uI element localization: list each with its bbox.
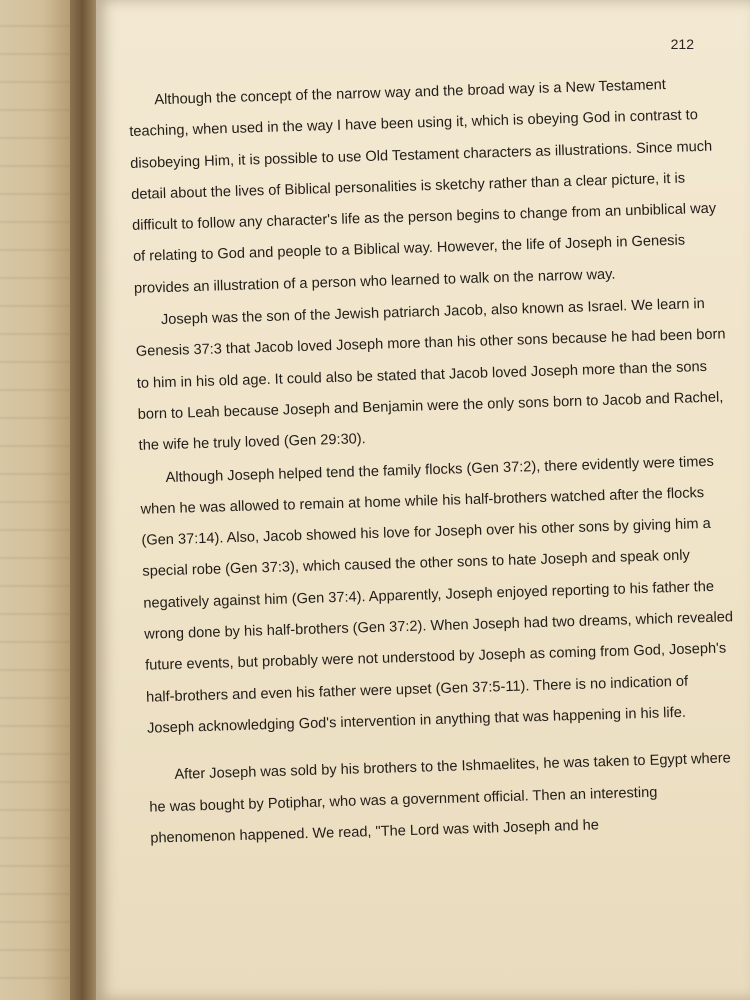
facing-page <box>0 0 70 1000</box>
paragraph-1: Although the concept of the narrow way and the broad way is a New Testament teaching, when used in the way I have been using it, which is obeying God in contrast to disobeying Him, it is possible to use Old Testament characters as illustrations. Since much detail about the lives of Biblical personalities is sketchy rather than a clear picture, it is difficult to follow any character's life as the person begins to change from an unbiblical way of relating to God and people to a Biblical way. However, the life of Joseph in Genesis provides an illustration of a person who learned to walk on the narrow way. <box>129 77 717 297</box>
page-number: 212 <box>670 36 694 52</box>
paragraph-4: After Joseph was sold by his brothers to the Ishmaelites, he was taken to Egypt where he was bought by Potiphar, who was a government official. Then an interesting phenomenon happened. We read, "The Lord was with Joseph and he <box>149 750 731 847</box>
paragraph-3: Although Joseph helped tend the family flocks (Gen 37:2), there evidently were times when he was allowed to remain at home while his half-brothers watched after the flocks (Gen 37:14). Also, Jacob showed his love for Joseph over his other sons by giving him a special robe (Gen 37:3), which caused the other sons to hate Joseph and speak only negatively against him (Gen 37:4). Apparently, Joseph enjoyed reporting to his father the wrong done by his half-brothers (Gen 37:2). When Joseph had two dreams, which revealed future events, but probably were not understood by Joseph as coming from God, Joseph's half-brothers and even his father were upset (Gen 37:5-11). There is no indication of Joseph acknowledging God's intervention in anything that was happening in his life. <box>140 453 734 737</box>
book-gutter <box>70 0 98 1000</box>
paragraph-2: Joseph was the son of the Jewish patriarch Jacob, also known as Israel. We learn in Genesis 37:3 that Jacob loved Joseph more than his other sons because he had been born to him in his old age. It could also be stated that Jacob loved Joseph more than the sons born to Leah because Joseph and Benjamin were the only sons born to Jacob and Rachel, the wife he truly loved (Gen 29:30). <box>135 296 726 455</box>
page-body <box>128 68 741 854</box>
facing-page-text-lines <box>0 0 70 1000</box>
book-page <box>96 0 750 1000</box>
